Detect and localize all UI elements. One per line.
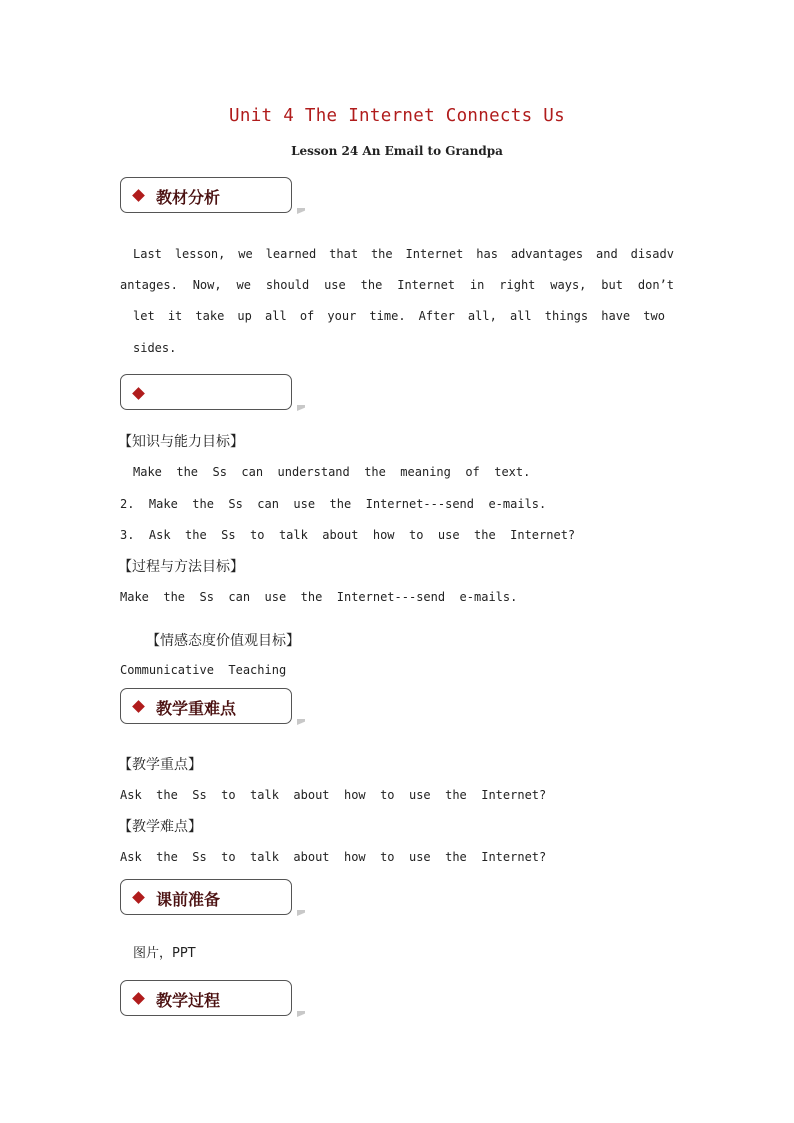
analysis-word: your [327, 309, 357, 323]
knowledge-objective-3: 3. Ask the Ss to talk about how to use the Internet? [120, 528, 576, 542]
analysis-word: things [544, 309, 589, 323]
difficulty-heading: 【教学难点】 [118, 819, 202, 835]
knowledge-objective-1: Make the Ss can understand the meaning of text. [133, 465, 531, 479]
analysis-word: After [418, 309, 455, 323]
analysis-word: disadv [630, 247, 674, 261]
analysis-word: Last [133, 247, 162, 261]
analysis-word: antages. [120, 278, 178, 292]
analysis-word: all [265, 309, 287, 323]
analysis-word: Now, [192, 278, 222, 292]
emotion-objective-heading: 【情感态度价值观目标】 [146, 633, 300, 649]
analysis-word: Internet [397, 278, 456, 292]
knowledge-objective-2: 2. Make the Ss can use the Internet---send e-mails. [120, 497, 547, 511]
analysis-word: right [499, 278, 536, 292]
analysis-word: all [509, 309, 532, 323]
section-title: 教学过程 [156, 991, 221, 1010]
analysis-word: let [133, 309, 155, 323]
analysis-word: of [299, 309, 315, 323]
analysis-word: lesson, [174, 247, 226, 261]
analysis-word: don’t [637, 278, 674, 292]
analysis-word: all, [467, 309, 497, 323]
document-subtitle: Lesson 24 An Email to Grandpa [291, 144, 503, 158]
analysis-line-1 [133, 247, 674, 261]
prep-text: 图片，PPT [133, 946, 196, 961]
analysis-line-2 [120, 278, 674, 292]
analysis-word: take [195, 309, 225, 323]
section-title: 教学重难点 [156, 699, 237, 718]
analysis-word: time. [369, 309, 406, 323]
analysis-word: but [601, 278, 623, 292]
key-point-heading: 【教学重点】 [118, 757, 202, 773]
analysis-word: Internet [405, 247, 464, 261]
difficulty-text: Ask the Ss to talk about how to use the Internet? [120, 850, 547, 864]
analysis-word: we [238, 247, 253, 261]
process-objective-heading: 【过程与方法目标】 [118, 559, 244, 575]
emotion-objective-1: Communicative Teaching [120, 663, 287, 677]
analysis-word: in [469, 278, 485, 292]
key-point-text: Ask the Ss to talk about how to use the Internet? [120, 788, 547, 802]
document-title: Unit 4 The Internet Connects Us [229, 106, 565, 126]
analysis-word: ways, [550, 278, 587, 292]
section-title: 教材分析 [156, 188, 221, 207]
analysis-word: advantages [510, 247, 584, 261]
section-title: 课前准备 [156, 890, 221, 909]
analysis-word: that [329, 247, 359, 261]
analysis-word: the [360, 278, 383, 292]
analysis-word: and [596, 247, 618, 261]
section-box [120, 374, 292, 410]
analysis-word: learned [265, 247, 317, 261]
analysis-word: have [601, 309, 631, 323]
analysis-word: two [643, 309, 665, 323]
analysis-word: should [265, 278, 310, 292]
analysis-word: the [370, 247, 393, 261]
analysis-line-4: sides. [133, 341, 177, 355]
analysis-word: it [167, 309, 183, 323]
process-objective-1: Make the Ss can use the Internet---send e-mails. [120, 590, 518, 604]
analysis-word: use [324, 278, 346, 292]
knowledge-objective-heading: 【知识与能力目标】 [118, 434, 244, 450]
analysis-word: we [236, 278, 251, 292]
analysis-line-3 [133, 309, 665, 323]
analysis-word: up [237, 309, 252, 323]
analysis-word: has [476, 247, 498, 261]
